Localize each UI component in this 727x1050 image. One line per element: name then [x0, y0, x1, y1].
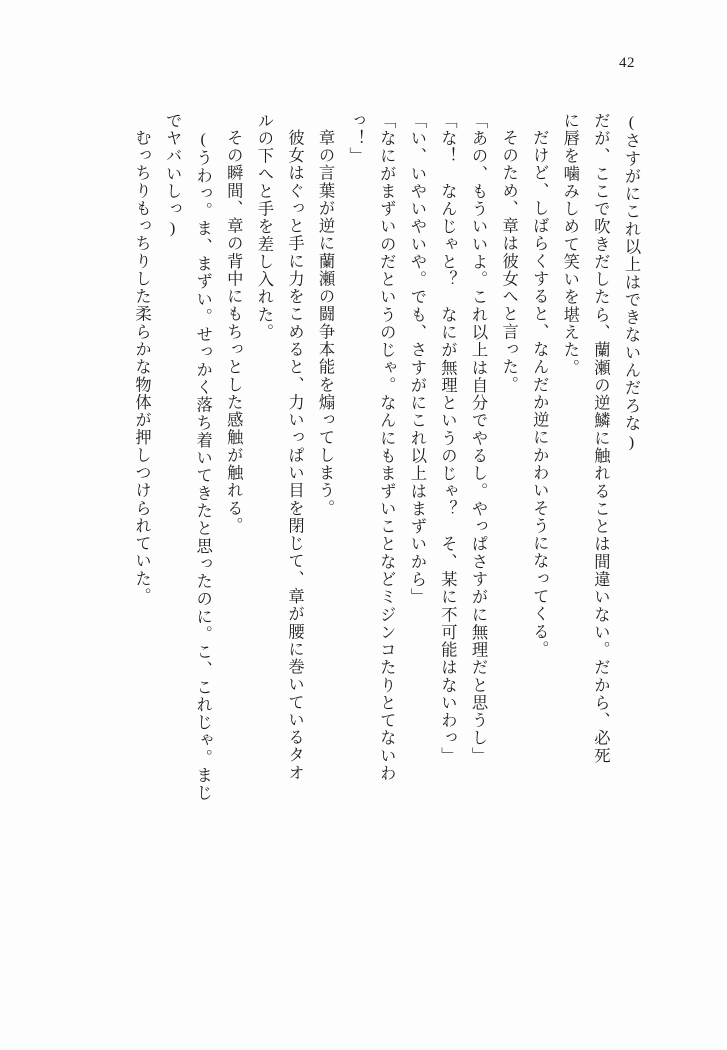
- text-line: むっちりもっちりした柔らかな物体が押しつけられていた。: [132, 129, 152, 606]
- text-line: に唇を噛みしめて笑いを堪えた。: [560, 112, 580, 377]
- text-line: 「なにがまずいのだというのじゃ。なんにもまずいことなどミジンコたりとてないわ: [377, 112, 397, 783]
- text-line: 「い、いやいやいや。でも、さすがにこれ以上はまずいから」: [407, 112, 427, 606]
- text-line: その瞬間、章の背中にもちっとした感触が触れる。: [224, 129, 244, 535]
- text-line: だが、ここで吹きだしたら、蘭瀬の逆鱗に触れることは間違いない。だから、必死: [591, 112, 611, 765]
- text-line: っ！」: [346, 112, 366, 165]
- text-line: そのため、章は彼女へと言った。: [499, 129, 519, 394]
- text-line: (うわっ。ま、まずい。せっかく落ち着いてきたと思ったのに。こ、これじゃ。まじ: [193, 129, 213, 803]
- text-line: だけど、しばらくすると、なんだか逆にかわいそうになってくる。: [530, 129, 550, 659]
- text-line: ルの下へと手を差し入れた。: [254, 112, 274, 342]
- text-line: でヤバいしっ): [163, 112, 183, 239]
- text-line: 「な！ なんじゃと？ なにが無理というのじゃ？ そ、某に不可能はないわっ」: [438, 112, 458, 765]
- body-text: [92, 112, 639, 940]
- text-line: 「あの、もういいよ。これ以上は自分でやるし。やっぱさすがに無理だと思うし」: [469, 112, 489, 765]
- text-line: (さすがにこれ以上はできないんだろな): [622, 112, 641, 453]
- text-line: 彼女はぐっと手に力をこめると、力いっぱい目を閉じて、章が腰に巻いているタオ: [285, 129, 305, 782]
- text-line: 章の言葉が逆に蘭瀬の闘争本能を煽ってしまう。: [316, 129, 336, 518]
- page-number: 42: [619, 55, 635, 71]
